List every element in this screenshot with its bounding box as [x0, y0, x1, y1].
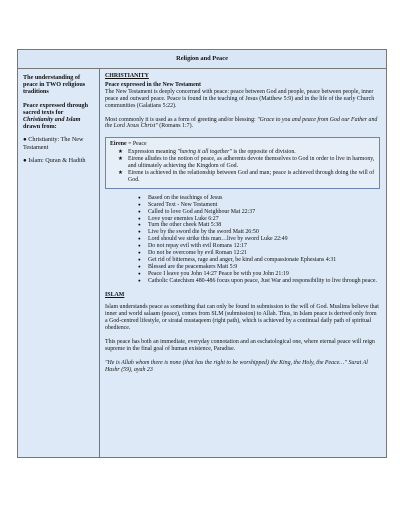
eirene-point: ★ Eirene is achieved in the relationship between God and man; peace is achieved through doing the will of God.	[118, 170, 375, 184]
islam-paragraph: Islam understands peace as something that can only be found in submission to the will of God. Muslims believe that inner and world salaam (peace), comes from SLM (submission) to Allah. Thus, in Islam peace is derived only from a God-centred lifestyle, or siratal mustaqeem (right path), which is achieved by a continual daily path of spiritual obedience.	[105, 304, 379, 332]
list-item: ● Do not be overcome by evil Roman 12:21	[138, 250, 380, 257]
table-title: Religion and Peace	[18, 50, 386, 69]
intro-text: The understanding of peace in TWO religious traditions	[23, 74, 86, 96]
christianity-greeting	[105, 117, 380, 131]
sacred-italic: Christianity and Islam	[23, 116, 81, 124]
right-column	[100, 69, 386, 457]
teachings-list	[105, 195, 380, 285]
eirene-point-suffix: is the opposite of division.	[231, 149, 296, 156]
table-row	[18, 69, 386, 457]
content-table	[17, 49, 387, 458]
list-item: ● Live by the sword die by the sword Matt 26:50	[138, 229, 380, 236]
eirene-box	[105, 137, 380, 188]
eirene-point-prefix: Expression meaning	[128, 149, 178, 156]
list-item: ● Turn the other cheek Matt 5:38	[138, 222, 380, 229]
eirene-point: ★ Eirene alludes to the notion of peace, as adherents devote themselves to God in order to live in harmony, and ultimately achieving the Kingdom of God.	[118, 156, 375, 170]
list-item: ● Based on the teachings of Jesus	[138, 195, 380, 202]
list-item: ● Blessed are the peacemakers Matt 5:9	[138, 264, 380, 271]
sacred-text-intro	[23, 102, 95, 131]
islam-heading: ISLAM	[105, 291, 125, 298]
eirene-list	[110, 149, 375, 184]
source-item: ● Christianity: The New Testament	[23, 136, 84, 151]
christianity-heading: CHRISTIANITY	[105, 73, 149, 79]
list-item: ● Peace I leave you John 14:27 Peace be with you John 21:19	[138, 271, 380, 278]
greeting-suffix: (Romans 1:7).	[157, 123, 194, 130]
list-item: ● Called to love God and Neighbour Mat 22:37	[138, 209, 380, 216]
greeting-quote: "Grace to you and peace from God our Father and the Lord Jesus Christ"	[105, 116, 378, 130]
sacred-prefix: Peace expressed through sacred texts for	[23, 101, 89, 116]
list-item: ● Get rid of bitterness, rage and anger, be kind and compassionate Ephesians 4:31	[138, 257, 380, 264]
greeting-prefix: Most commonly it is used as a form of greeting and/or blessing:	[105, 116, 258, 123]
eirene-point-italic: "having it all together"	[177, 149, 232, 156]
christianity-subheading: Peace expressed in the New Testament	[105, 81, 201, 88]
eirene-word: Eirene	[110, 141, 127, 148]
christianity-paragraph: The New Testament is deeply concerned with peace: peace between God and people, peace between people, inner peace and outward peace. Peace is found in the teaching of Jesus (Matthew 5:9) and in the life of the early Church communities (Galatians 5:22).	[105, 88, 375, 109]
list-item: ● Catholic Catechism 480-486 focus upon peace, Just War and responsibility to live through peace.	[138, 278, 380, 285]
eirene-title	[110, 141, 375, 148]
list-item: ● Lord should we strike this man…live by sword Luke 22:49	[138, 236, 380, 243]
islam-paragraph-2: This peace has both an immediate, everyday connotation and an eschatological one, where eternal peace will reign supreme in the final goal of human existence, Paradise.	[105, 339, 375, 352]
list-item: ● Do not repay evil with evil Romans 12:17	[138, 243, 380, 250]
list-item: ● Love your enemies Luke 6:27	[138, 216, 380, 223]
eirene-meaning: = Peace	[126, 141, 147, 148]
sacred-suffix: drawn from:	[23, 123, 57, 131]
islam-quote: "He is Allah whom there is none (that has the right to be worshipped) the King, the Holy, the Peace…" Surat Al Hashr (59), ayah 23	[105, 359, 368, 373]
source-item: ● Islam: Quran & Hadith	[23, 156, 86, 164]
list-item: ● Scared Text - New Testament	[138, 202, 380, 209]
left-column	[18, 69, 100, 457]
